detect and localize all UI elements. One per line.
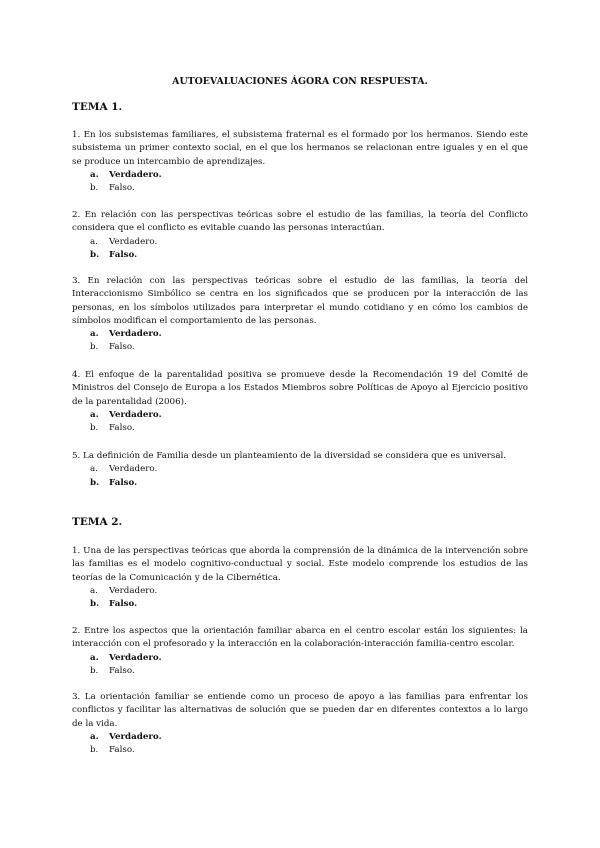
- option-label: Falso.: [109, 599, 138, 610]
- option-letter: b.: [90, 477, 100, 488]
- option-label: Verdadero.: [109, 329, 162, 340]
- section-title-tema-1: TEMA 1.: [72, 101, 123, 113]
- question-t1-q1: [72, 129, 528, 195]
- option-a: [72, 169, 528, 182]
- option-letter: b.: [90, 665, 99, 676]
- option-letter: a.: [90, 169, 99, 180]
- option-letter: b.: [90, 745, 99, 756]
- option-letter: b.: [90, 423, 99, 434]
- option-a: [72, 328, 528, 341]
- option-letter: b.: [90, 249, 100, 260]
- question-text: 2. En relación con las perspectivas teóricas sobre el estudio de las familias, la teoría del Conflicto considera que el conflicto es evitable cuando las personas interactúan.: [72, 210, 528, 234]
- option-a: [72, 236, 528, 249]
- option-letter: a.: [90, 409, 99, 420]
- option-b: [72, 598, 528, 611]
- question-text: 1. En los subsistemas familiares, el subsistema fraternal es el formado por los hermanos. Siendo este subsistema un primer contexto social, en el que los hermanos se relacionan entre iguales y en el que se produce un intercambio de aprendizajes.: [72, 130, 528, 167]
- question-t1-q5: [72, 450, 528, 490]
- option-letter: b.: [90, 599, 100, 610]
- question-t2-q1: [72, 545, 528, 611]
- option-letter: b.: [90, 183, 99, 194]
- option-label: Falso.: [109, 423, 135, 434]
- option-letter: a.: [90, 464, 98, 475]
- option-b: [72, 665, 528, 678]
- option-letter: a.: [90, 731, 99, 742]
- question-text: 5. La definición de Familia desde un planteamiento de la diversidad se considera que es universal.: [72, 451, 507, 461]
- option-a: [72, 652, 528, 665]
- option-label: Falso.: [109, 477, 138, 488]
- option-letter: a.: [90, 585, 98, 596]
- question-t2-q3: [72, 691, 528, 757]
- option-label: Verdadero.: [109, 169, 162, 180]
- option-b: [72, 422, 528, 435]
- option-a: [72, 585, 528, 598]
- question-t2-q2: [72, 625, 528, 678]
- option-label: Verdadero.: [109, 464, 158, 475]
- option-b: [72, 477, 528, 490]
- option-label: Falso.: [109, 745, 135, 756]
- option-label: Verdadero.: [109, 585, 158, 596]
- option-label: Verdadero.: [109, 652, 162, 663]
- document-title: AUTOEVALUACIONES ÁGORA CON RESPUESTA.: [172, 76, 428, 87]
- question-text: 1. Una de las perspectivas teóricas que aborda la comprensión de la dinámica de la intervención sobre las familias es el modelo cognitivo-conductual y social. Este modelo comprende los estudios de las teorías de la Comunicación y de la Cibernética.: [72, 546, 528, 583]
- option-b: [72, 249, 528, 262]
- option-label: Falso.: [109, 342, 135, 353]
- option-letter: a.: [90, 236, 98, 247]
- option-a: [72, 463, 528, 476]
- section-title-tema-2: TEMA 2.: [72, 516, 123, 528]
- option-letter: b.: [90, 342, 99, 353]
- option-label: Verdadero.: [109, 731, 162, 742]
- option-label: Falso.: [109, 183, 135, 194]
- question-t1-q3: [72, 275, 528, 355]
- option-b: [72, 182, 528, 195]
- question-text: 3. La orientación familiar se entiende como un proceso de apoyo a las familias para enfrentar los conflictos y facilitar las alternativas de solución que se pueden dar en diferentes contextos a lo largo de la vida.: [72, 692, 528, 729]
- question-t1-q2: [72, 209, 528, 262]
- option-label: Falso.: [109, 665, 135, 676]
- question-text: 2. Entre los aspectos que la orientación familiar abarca en el centro escolar están los siguientes: la interacción con el profesorado y la interacción en la colaboración-interacción familia-centro escolar.: [72, 626, 528, 650]
- option-a: [72, 731, 528, 744]
- option-letter: a.: [90, 329, 99, 340]
- option-label: Verdadero.: [109, 236, 158, 247]
- question-t1-q4: [72, 369, 528, 435]
- option-b: [72, 744, 528, 757]
- option-label: Verdadero.: [109, 409, 162, 420]
- option-label: Falso.: [109, 249, 138, 260]
- option-letter: a.: [90, 652, 99, 663]
- option-a: [72, 409, 528, 422]
- option-b: [72, 341, 528, 354]
- question-text: 3. En relación con las perspectivas teóricas sobre el estudio de las familias, la teoría del Interaccionismo Simbólico se centra en los significados que se producen por la interacción de las personas, en los símbolos utilizados para interpretar el mundo cotidiano y en cómo los cambios de símbolos modifican el comportamiento de las personas.: [72, 276, 528, 326]
- question-text: 4. El enfoque de la parentalidad positiva se promueve desde la Recomendación 19 del Comité de Ministros del Consejo de Europa a los Estados Miembros sobre Políticas de Apoyo al Ejercicio positivo de la parentalidad (2006).: [72, 370, 528, 407]
